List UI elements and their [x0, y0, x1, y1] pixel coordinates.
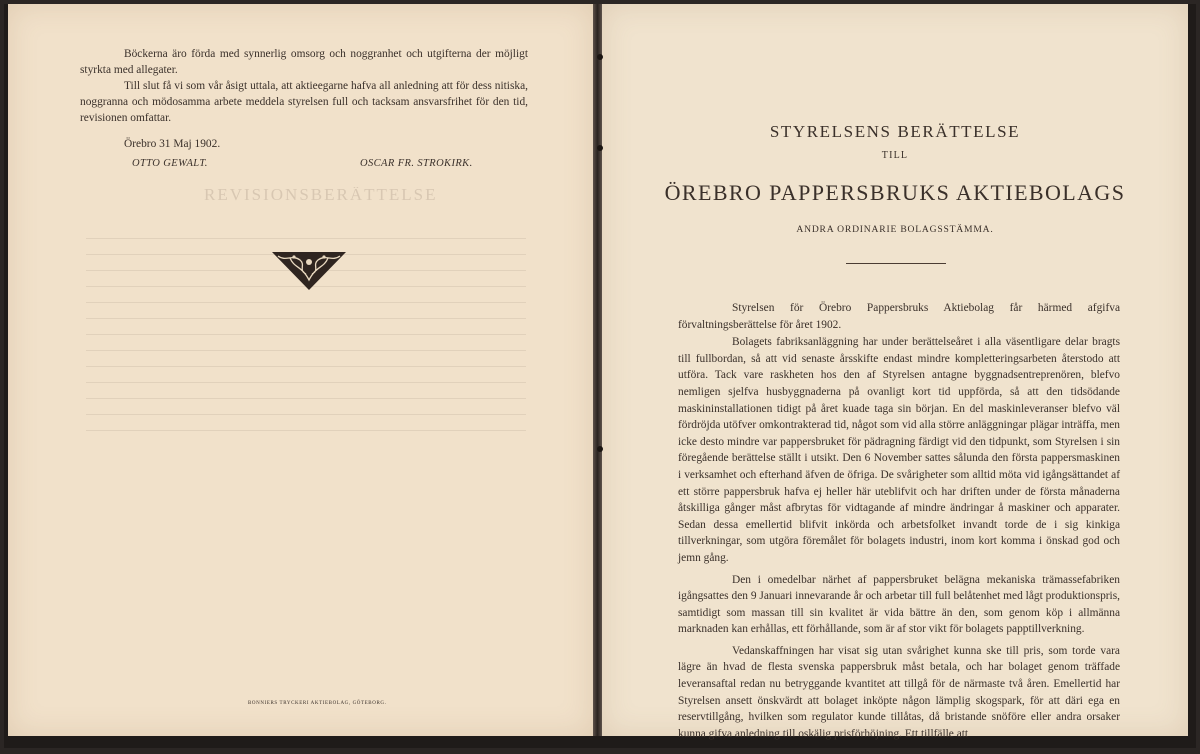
signature-2: OSCAR FR. STROKIRK. [360, 158, 473, 169]
report-title: STYRELSENS BERÄTTELSE [769, 122, 1021, 141]
left-page [8, 4, 593, 736]
date-line: Örebro 31 Maj 1902. [124, 138, 221, 150]
paragraph: Styrelsen för Örebro Pappersbruks Aktiebolag får härmed afgifva förvaltningsberättelse för året 1902. [678, 302, 1120, 331]
right-page [602, 4, 1188, 740]
company-name: ÖREBRO PAPPERSBRUKS AKTIEBOLAGS [664, 180, 1126, 205]
printer-imprint: BONNIERS TRYCKERI AKTIEBOLAG, GÖTEBORG. [248, 701, 387, 706]
paragraph: Bolagets fabriksanläggning har under berättelseåret i alla väsentligare delar bragts till fullbordan, så att vid senaste årsskifte endast mindre kompletteringsarbeten återstodo att utföra. Tack vare raskheten hos den af Styrelsen antagne byggnadsentreprenören, blefvo nemligen sjelfva husbyggnaderna på ovanligt kort tid uppförda, så att den tidsödande maskininstallationen tidigt på året kuade taga sin början. En del maskinleveranser blefvo väl fördröjda utöfver omkontrakterad tid, något som vid alla större anläggningar plägar inträffa, men icke desto mindre var pappersbruket för pädragning färdigt vid den tidpunkt, som Styrelsen i sin föregående berättelse ställt i utsikt. Den 6 November sattes sålunda den första pappersmaskinen i verksamhet och efterhand äfven de öfriga. De svårigheter som alltid möta vid igångsättandet af ett större pappersbruk hafva ej heller här uteblifvit och har driften under de första månaderna åtskilliga gånger måst afbrytas för vidtagande af mindre ändringar å maskiner och apparater. Sedan dessa emellertid blifvit inkörda och arbetsfolket invandt torde de i sig kinkiga tillverkningar, som utgöra föremålet för bolagets industri, inom kort komma i önskad god och jemn gång. [678, 336, 1120, 564]
meeting-subtitle: ANDRA ORDINARIE BOLAGSSTÄMMA. [796, 224, 994, 235]
show-through-title: REVISIONSBERÄTTELSE [204, 187, 438, 202]
paragraph: Böckerna äro förda med synnerlig omsorg och noggranhet och utgifterna der möjligt styrkta med allegater. [80, 48, 528, 76]
paragraph: Till slut få vi som vår åsigt uttala, att aktieegarne hafva all anledning att för dess nitiska, noggranna och mödosamma arbete meddela styrelsen full och tacksam ansvarsfrihet för den tid, revisionen omfattar. [80, 80, 528, 124]
book-gutter [593, 4, 602, 736]
title-connector: TILL [881, 150, 909, 161]
ornament-icon [270, 248, 348, 292]
audit-closing-text [80, 46, 528, 152]
binding-hole-icon [597, 54, 603, 60]
paragraph: Vedanskaffningen har visat sig utan svårighet kunna ske till pris, som torde vara lägre än hvad de flesta svenska pappersbruk måst betala, och har bolaget genom träffade leveransaftal redan nu betryggande kvantitet att tillgå för de närmaste två åren. Emellertid har Styrelsen ansett önskvärdt att bolaget inköpte någon lämplig skogspark, för att däri ega en reservtillgång, hvilken som regulator kunde tillåtas, då bristande snöföre eller andra orsaker kunna gifva anledning till oskälig prisförhöjning. Ett tillfälle att [678, 644, 1120, 740]
show-through-text [86, 232, 526, 652]
paragraph: Den i omedelbar närhet af pappersbruket belägna mekaniska trämassefabriken igångsattes den 9 Januari innevarande år och arbetar till full belåtenhet med lågt produktionspris, samtidigt som massan till sin kvalitet är vida bättre än den, som genom köp i allmänna marknaden kan erhållas, ett förhållande, som är af stor vikt för bolagets papptillverkning. [678, 573, 1120, 636]
signature-1: OTTO GEWALT. [132, 158, 208, 169]
binding-hole-icon [597, 446, 603, 452]
board-report-text [678, 300, 1120, 743]
title-divider [846, 263, 946, 264]
